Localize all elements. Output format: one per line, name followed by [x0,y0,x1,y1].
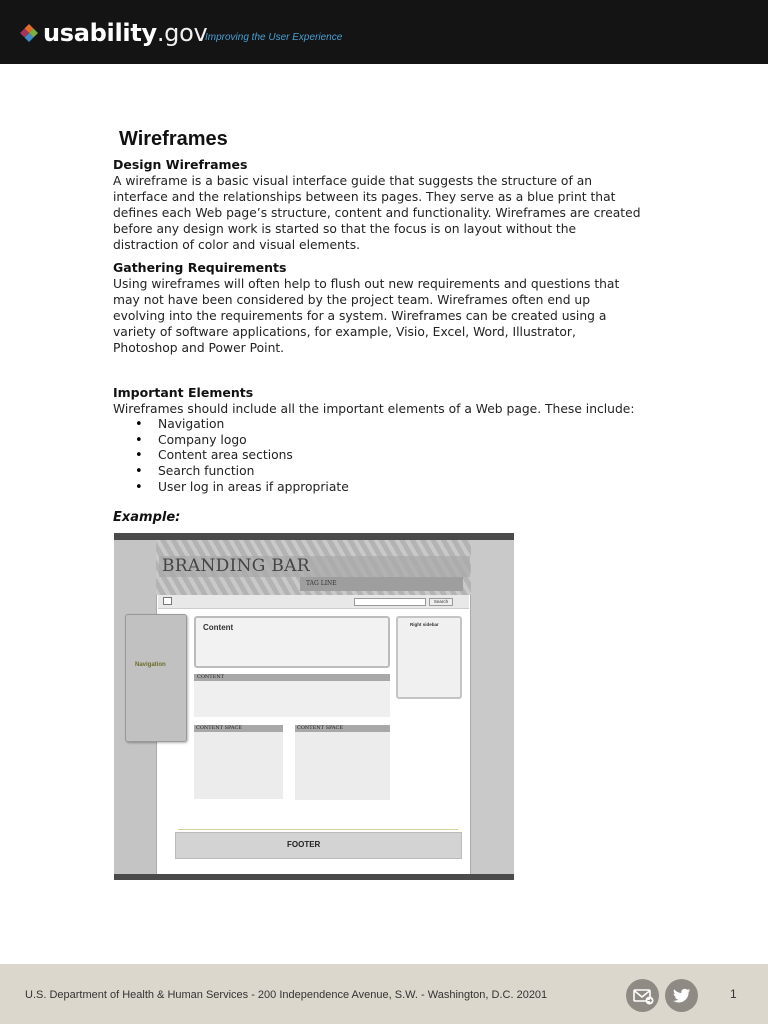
wireframe-navigation-label: Navigation [135,662,166,668]
page-footer [0,964,768,1024]
section-title-design: Design Wireframes [113,157,248,172]
wireframe-content-space-2-label: CONTENT SPACE [297,725,344,731]
site-header [0,0,768,64]
page-title: Wireframes [119,128,228,150]
section-title-important: Important Elements [113,385,254,400]
wireframe-right-gutter [471,540,514,874]
wireframe-search-box [354,598,426,606]
wireframe-top-border [114,533,514,540]
text-line: variety of software applications, for example, Visio, Excel, Word, Illustrator, [113,325,576,339]
wireframe-content-space-1-label: CONTENT SPACE [196,725,243,731]
document-content [113,125,673,526]
text-line: distraction of color and visual elements. [113,238,361,252]
paragraph-important: Wireframes should include all the important elements of a Web page. These include: [113,402,635,416]
wireframe-branding-text: BRANDING BAR [162,556,310,576]
wireframe-content-space-2-body [295,732,390,800]
text-line: evolving into the requirements for a system. Wireframes can be created using a [113,309,607,323]
list-item: • Navigation [113,417,673,433]
wireframe-navigation-box [125,614,187,742]
page-number: 1 [730,987,737,1001]
logo-name: usability [43,19,157,47]
elements-list [113,417,673,496]
paragraph-design [113,173,673,253]
email-share-icon[interactable] [626,979,659,1012]
text-line: A wireframe is a basic visual interface guide that suggests the structure of an [113,174,593,188]
paragraph-gathering [113,276,673,356]
wireframe-footer-label: FOOTER [287,840,321,849]
wireframe-image-icon [163,597,172,605]
wireframe-content-space-1-body [194,732,283,799]
footer-address: U.S. Department of Health & Human Services - 200 Independence Avenue, S.W. - Washington, D.C. 20201 [25,989,548,1001]
logo-tld: .gov [156,19,208,47]
list-item: • Content area sections [113,448,673,464]
text-line: may not have been considered by the project team. Wireframes often end up [113,293,591,307]
text-line: interface and the relationships between its pages. They serve as a blue print that [113,190,616,204]
wireframe-right-sidebar-label: Right sidebar [410,622,439,627]
wireframe-bottom-border [114,874,514,880]
wireframe-content-header-label: CONTENT [197,674,224,680]
text-line: Using wireframes will often help to flush out new requirements and questions that [113,277,620,291]
wireframe-footer-divider [178,829,458,830]
text-line: Photoshop and Power Point. [113,341,285,355]
site-tagline: Improving the User Experience [205,32,343,43]
text-line: defines each Web page’s structure, content and functionality. Wireframes are created [113,206,641,220]
wireframe-search-button: Search [429,598,453,606]
wireframe-tagline-text: TAG LINE [306,580,337,587]
logo-diamond-icon [20,24,38,42]
list-item: • Company logo [113,433,673,449]
wireframe-content-body [194,681,390,717]
example-label: Example: [113,509,181,525]
list-item: • Search function [113,464,673,480]
wireframe-example-image [114,533,514,880]
wireframe-right-sidebar [396,616,462,699]
list-item: • User log in areas if appropriate [113,480,673,496]
site-logo[interactable] [43,17,207,49]
wireframe-content-label: Content [203,623,234,632]
text-line: before any design work is started so that the focus is on layout without the [113,222,577,236]
twitter-icon[interactable] [665,979,698,1012]
section-title-gathering: Gathering Requirements [113,260,287,275]
